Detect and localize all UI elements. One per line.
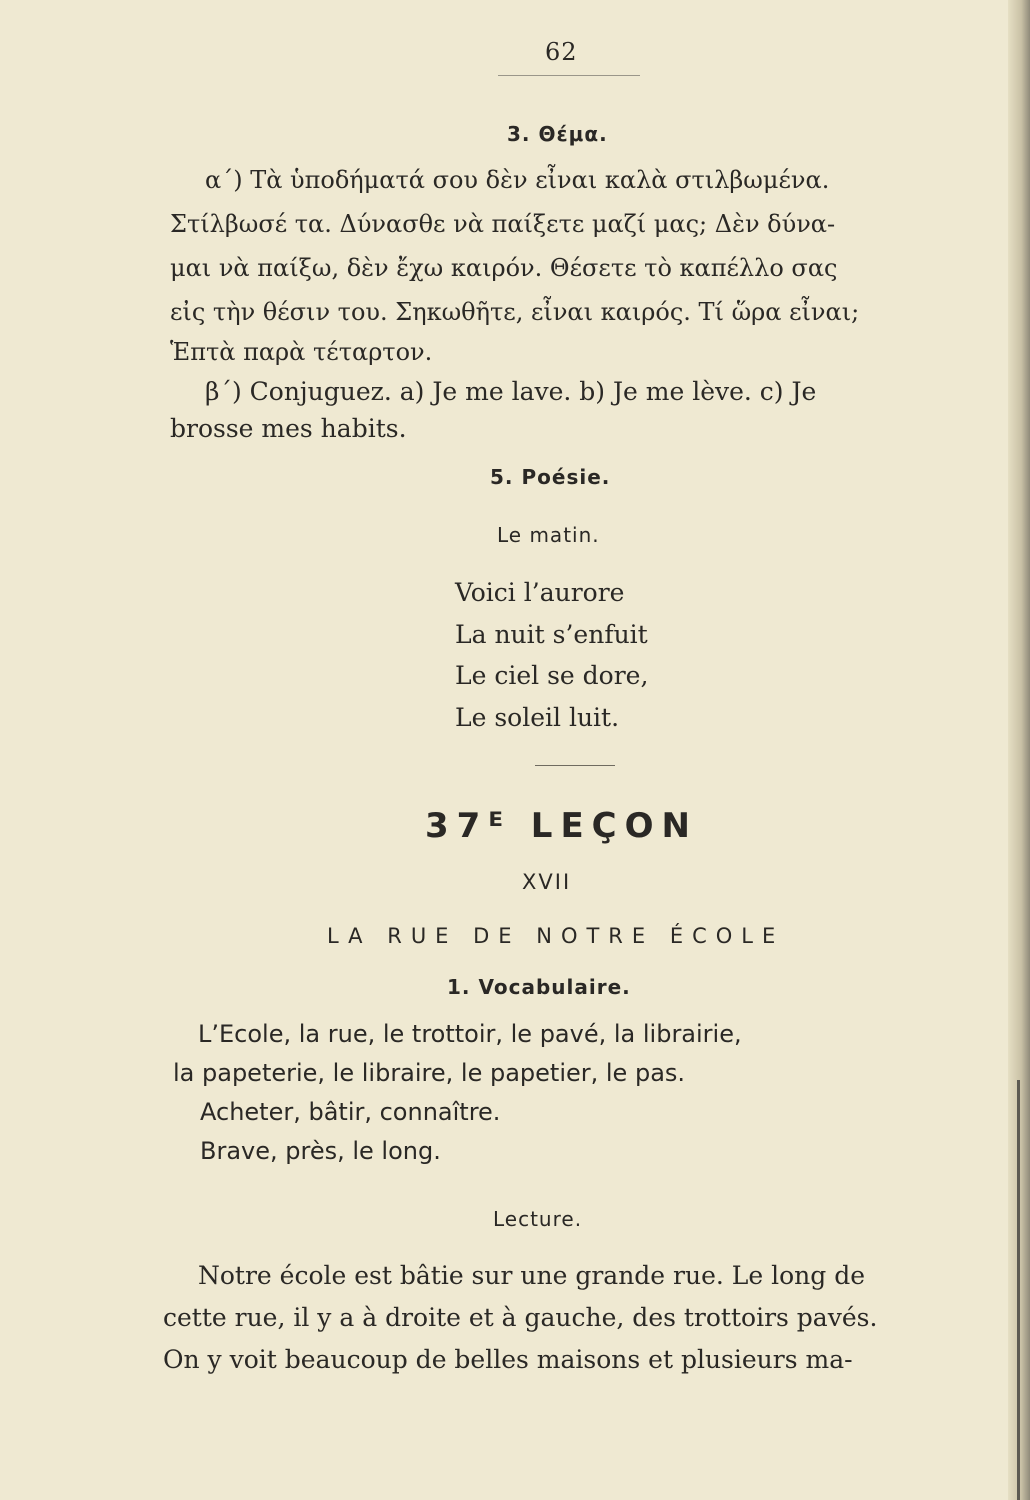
conjugate-line-1: β΄) Conjuguez. a) Je me lave. b) Je me lève. c) Je xyxy=(205,377,817,406)
conjugate-line-2: brosse mes habits. xyxy=(170,414,407,443)
vocab-line-1: L’Ecole, la rue, le trottoir, le pavé, la librairie, xyxy=(198,1020,742,1048)
verse-1: Voici l’aurore xyxy=(455,578,625,607)
theme-line-4: εἰς τὴν θέσιν του. Σηκωθῆτε, εἶναι καιρός. Τί ὥρα εἶναι; xyxy=(170,298,860,326)
lecture-line-3: On y voit beaucoup de belles maisons et plusieurs ma- xyxy=(163,1345,853,1374)
binding-line xyxy=(1017,1080,1020,1500)
theme-line-2: Στίλβωσέ τα. Δύνασθε νὰ παίξετε μαζί μας; Δὲν δύνα- xyxy=(170,210,836,238)
lecture-heading: Lecture. xyxy=(493,1207,583,1231)
theme-line-1: α΄) Τὰ ὑποδήματά σου δὲν εἶναι καλὰ στιλβωμένα. xyxy=(205,166,830,194)
vocab-line-2: la papeterie, le libraire, le papetier, le pas. xyxy=(173,1059,686,1087)
poem-title: Le matin. xyxy=(497,523,600,547)
poesie-heading: 5. Poésie. xyxy=(490,465,611,489)
header-rule xyxy=(498,75,640,76)
vocab-line-4: Brave, près, le long. xyxy=(200,1137,441,1165)
verse-3: Le ciel se dore, xyxy=(455,661,649,690)
vocabulaire-heading: 1. Vocabulaire. xyxy=(447,975,631,999)
lecture-line-2: cette rue, il y a à droite et à gauche, des trottoirs pavés. xyxy=(163,1303,878,1332)
verse-4: Le soleil luit. xyxy=(455,702,620,732)
theme-heading: 3. Θέμα. xyxy=(507,122,608,146)
lecture-text xyxy=(163,1255,877,1381)
vocab-line-3: Acheter, bâtir, connaître. xyxy=(200,1098,501,1126)
poem xyxy=(455,572,648,738)
lesson-name: LA RUE DE NOTRE ÉCOLE xyxy=(327,924,785,948)
page-number: 62 xyxy=(545,38,578,66)
verse-2: La nuit s’enfuit xyxy=(455,619,648,649)
lesson-title: 37ᴱ LEÇON xyxy=(425,806,698,846)
theme-line-5: Ἑπτὰ παρὰ τέταρτον. xyxy=(170,338,433,366)
vocabulaire-list xyxy=(173,1015,742,1171)
section-rule xyxy=(535,765,615,766)
lesson-roman-number: XVII xyxy=(522,870,572,894)
lecture-line-1: Notre école est bâtie sur une grande rue. Le long de xyxy=(198,1261,866,1290)
theme-line-3: μαι νὰ παίξω, δὲν ἔχω καιρόν. Θέσετε τὸ καπέλλο σας xyxy=(170,254,838,282)
